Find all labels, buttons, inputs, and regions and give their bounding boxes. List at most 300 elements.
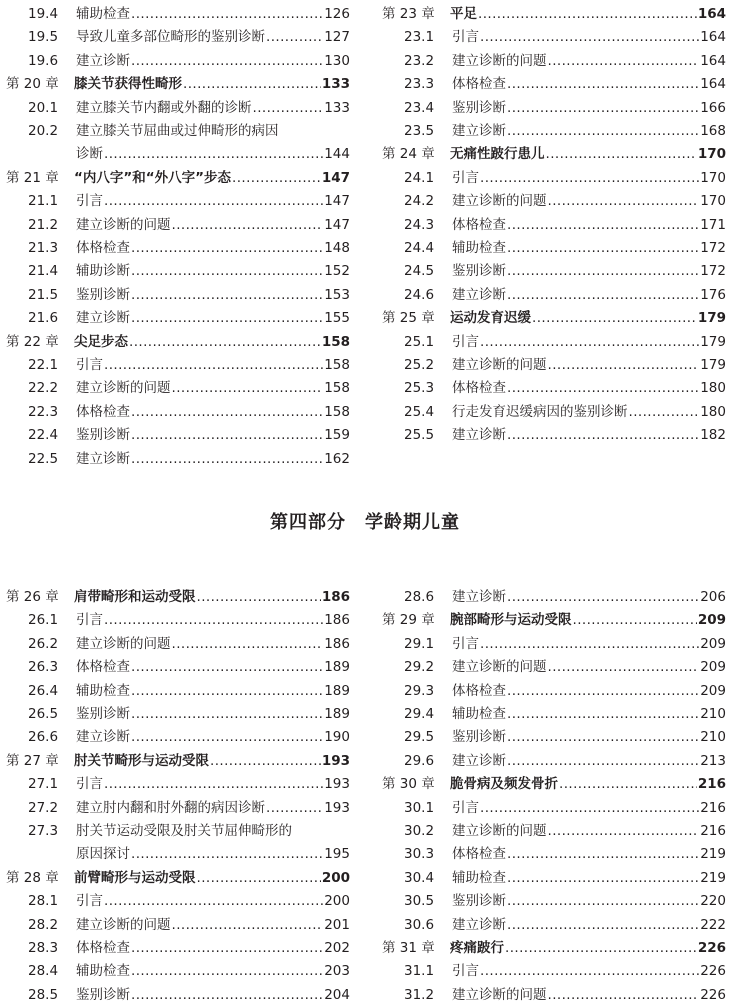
page-number: 147 bbox=[324, 193, 350, 210]
page-number: 189 bbox=[324, 659, 350, 676]
section-title: 行走发育迟缓病因的鉴别诊断 bbox=[452, 403, 628, 420]
dot-leader bbox=[548, 986, 700, 1004]
toc-section-entry[interactable] bbox=[6, 94, 350, 117]
section-title: 建立诊断 bbox=[76, 729, 130, 746]
section-number: 22.5 bbox=[28, 450, 59, 467]
toc-section-entry[interactable] bbox=[382, 47, 726, 70]
toc-section-entry[interactable] bbox=[382, 583, 726, 606]
toc-section-entry[interactable] bbox=[6, 187, 350, 210]
chapter-title: 疼痛跛行 bbox=[450, 940, 504, 956]
section-title: 引言 bbox=[76, 193, 103, 210]
toc-section-entry[interactable] bbox=[382, 840, 726, 863]
chapter-title: 尖足步态 bbox=[74, 333, 128, 350]
toc-section-entry[interactable] bbox=[6, 374, 350, 397]
section-title: 建立诊断的问题 bbox=[452, 357, 547, 373]
toc-section-entry[interactable] bbox=[6, 398, 350, 421]
chapter-title: 肩带畸形和运动受限 bbox=[74, 589, 196, 605]
toc-section-entry[interactable] bbox=[6, 911, 350, 934]
chapter-number: 第 26 章 bbox=[6, 589, 59, 605]
section-number: 26.4 bbox=[28, 682, 59, 699]
page-number: 126 bbox=[324, 6, 350, 22]
chapter-number: 第 22 章 bbox=[6, 333, 59, 350]
dot-leader bbox=[232, 169, 321, 187]
page-number: 186 bbox=[324, 635, 350, 652]
dot-leader bbox=[131, 705, 323, 723]
section-title: 鉴别诊断 bbox=[76, 986, 130, 1003]
dot-leader bbox=[253, 99, 324, 117]
page-number: 210 bbox=[700, 706, 726, 722]
page-number: 130 bbox=[324, 52, 350, 69]
toc-section-entry-continued bbox=[76, 840, 350, 863]
page-number: 213 bbox=[700, 752, 726, 769]
page-number: 159 bbox=[324, 427, 350, 444]
page-number: 193 bbox=[324, 776, 350, 793]
toc-section-entry[interactable] bbox=[6, 653, 350, 676]
section-title: 辅助检查 bbox=[76, 682, 130, 699]
dot-leader bbox=[131, 52, 323, 70]
section-number: 28.6 bbox=[404, 589, 435, 605]
section-number: 20.1 bbox=[28, 99, 59, 116]
dot-leader bbox=[480, 635, 699, 653]
section-title: 体格检查 bbox=[452, 216, 506, 233]
chapter-title: 无痛性跛行患儿 bbox=[450, 146, 545, 163]
section-title: 建立诊断的问题 bbox=[76, 216, 171, 233]
page-number: 203 bbox=[324, 963, 350, 980]
dot-leader bbox=[104, 192, 323, 210]
toc-section-entry[interactable] bbox=[6, 47, 350, 70]
toc-chapter-entry[interactable] bbox=[6, 164, 350, 187]
toc-section-entry-continued bbox=[76, 140, 350, 163]
page-number: 162 bbox=[324, 450, 350, 467]
toc-section-entry[interactable] bbox=[382, 257, 726, 280]
toc-section-entry[interactable] bbox=[6, 304, 350, 327]
section-title: 建立诊断 bbox=[452, 427, 506, 444]
page-number: 182 bbox=[700, 427, 726, 444]
toc-section-entry[interactable] bbox=[382, 911, 726, 934]
section-number: 27.2 bbox=[28, 799, 59, 816]
toc-section-entry[interactable] bbox=[6, 630, 350, 653]
toc-section-entry[interactable] bbox=[382, 700, 726, 723]
dot-leader bbox=[104, 356, 323, 374]
dot-leader bbox=[197, 869, 321, 887]
section-number: 24.1 bbox=[404, 169, 435, 186]
page-number: 201 bbox=[324, 916, 350, 933]
section-title: 引言 bbox=[76, 893, 103, 910]
section-number: 30.1 bbox=[404, 799, 435, 816]
page-number: 200 bbox=[324, 893, 350, 910]
section-number: 30.5 bbox=[404, 893, 435, 910]
toc-section-entry[interactable] bbox=[382, 630, 726, 653]
section-number: 31.2 bbox=[404, 986, 435, 1003]
dot-leader bbox=[548, 356, 700, 374]
toc-chapter-entry[interactable] bbox=[382, 304, 726, 327]
dot-leader bbox=[507, 682, 699, 700]
page-number: 219 bbox=[700, 869, 726, 886]
page-number: 180 bbox=[700, 380, 726, 397]
section-number: 29.5 bbox=[404, 729, 435, 746]
section-title: 体格检查 bbox=[76, 659, 130, 676]
toc-section-entry[interactable] bbox=[382, 351, 726, 374]
section-title: 引言 bbox=[452, 29, 479, 46]
page-number: 153 bbox=[324, 286, 350, 303]
page-number: 189 bbox=[324, 682, 350, 699]
toc-chapter-entry[interactable] bbox=[382, 140, 726, 163]
dot-leader bbox=[507, 705, 699, 723]
toc-chapter-entry[interactable] bbox=[6, 328, 350, 351]
chapter-title: “内八字”和“外八字”步态 bbox=[74, 169, 231, 186]
section-number: 24.2 bbox=[404, 193, 435, 210]
dot-leader bbox=[172, 916, 324, 934]
section-title: 建立诊断 bbox=[76, 310, 130, 327]
page-number: 204 bbox=[324, 986, 350, 1003]
chapter-number: 第 23 章 bbox=[382, 6, 435, 22]
page-number: 189 bbox=[324, 706, 350, 722]
page-number: 179 bbox=[700, 357, 726, 373]
section-number: 21.1 bbox=[28, 193, 59, 210]
section-title: 建立诊断 bbox=[76, 450, 130, 467]
chapter-title: 运动发育迟缓 bbox=[450, 310, 531, 327]
toc-section-entry[interactable] bbox=[6, 421, 350, 444]
toc-section-entry[interactable] bbox=[6, 23, 350, 46]
section-title: 建立诊断的问题 bbox=[76, 916, 171, 933]
dot-leader bbox=[507, 892, 699, 910]
toc-section-entry[interactable] bbox=[382, 794, 726, 817]
dot-leader bbox=[210, 752, 321, 770]
section-number: 19.5 bbox=[28, 29, 59, 46]
dot-leader bbox=[183, 75, 321, 93]
toc-chapter-entry[interactable] bbox=[6, 583, 350, 606]
section-number: 26.3 bbox=[28, 659, 59, 676]
section-number: 19.4 bbox=[28, 6, 59, 22]
page-number: 158 bbox=[324, 403, 350, 420]
page-number: 148 bbox=[324, 240, 350, 256]
toc-section-entry[interactable] bbox=[6, 981, 350, 1004]
section-title: 辅助诊断 bbox=[76, 263, 130, 280]
dot-leader bbox=[131, 5, 323, 23]
toc-chapter-entry[interactable] bbox=[6, 747, 350, 770]
dot-leader bbox=[507, 728, 699, 746]
section-number: 21.6 bbox=[28, 310, 59, 327]
toc-section-entry[interactable] bbox=[382, 374, 726, 397]
dot-leader bbox=[507, 426, 699, 444]
section-title: 引言 bbox=[76, 612, 103, 629]
section-title: 辅助检查 bbox=[452, 240, 506, 256]
dot-leader bbox=[478, 5, 697, 23]
chapter-title: 腕部畸形与运动受限 bbox=[450, 612, 572, 629]
chapter-title: 肘关节畸形与运动受限 bbox=[74, 752, 209, 769]
section-title: 建立诊断 bbox=[76, 52, 130, 69]
section-number: 24.6 bbox=[404, 286, 435, 303]
page-number: 216 bbox=[700, 823, 726, 839]
toc-section-entry[interactable] bbox=[382, 211, 726, 234]
section-title: 建立膝关节屈曲或过伸畸形的病因 bbox=[76, 123, 279, 139]
toc-section-entry[interactable] bbox=[382, 677, 726, 700]
dot-leader bbox=[131, 845, 323, 863]
page-number: 219 bbox=[700, 846, 726, 863]
section-number: 23.3 bbox=[404, 76, 435, 93]
toc-section-entry[interactable] bbox=[6, 445, 350, 468]
dot-leader bbox=[559, 775, 697, 793]
section-number: 23.1 bbox=[404, 29, 435, 46]
page-number: 144 bbox=[324, 146, 350, 163]
toc-section-entry[interactable] bbox=[6, 700, 350, 723]
dot-leader bbox=[507, 588, 699, 606]
toc-section-entry[interactable] bbox=[382, 187, 726, 210]
chapter-title: 前臂畸形与运动受限 bbox=[74, 869, 196, 886]
toc-chapter-entry[interactable] bbox=[382, 0, 726, 23]
toc-section-entry[interactable] bbox=[6, 794, 350, 817]
page-number: 209 bbox=[697, 612, 726, 629]
section-title: 鉴别诊断 bbox=[452, 263, 506, 280]
section-title: 引言 bbox=[76, 357, 103, 373]
section-number: 22.3 bbox=[28, 403, 59, 420]
page-number: 193 bbox=[324, 799, 350, 816]
toc-section-entry[interactable] bbox=[6, 817, 350, 840]
page-number: 193 bbox=[321, 752, 350, 769]
page-number: 216 bbox=[697, 776, 726, 793]
section-number: 29.4 bbox=[404, 706, 435, 722]
dot-leader bbox=[129, 333, 321, 351]
page-number: 179 bbox=[697, 310, 726, 327]
toc-section-entry[interactable] bbox=[6, 770, 350, 793]
dot-leader bbox=[480, 333, 699, 351]
toc-section-entry[interactable] bbox=[6, 117, 350, 140]
chapter-title: 平足 bbox=[450, 6, 477, 22]
chapter-number: 第 31 章 bbox=[382, 940, 435, 956]
section-number: 21.2 bbox=[28, 216, 59, 233]
chapter-title: 膝关节获得性畸形 bbox=[74, 76, 182, 93]
section-title: 建立诊断 bbox=[452, 589, 506, 605]
section-title: 建立诊断 bbox=[452, 916, 506, 933]
toc-section-entry[interactable] bbox=[6, 351, 350, 374]
continued-line bbox=[76, 845, 350, 863]
dot-leader bbox=[480, 962, 699, 980]
section-title: 辅助检查 bbox=[76, 6, 130, 22]
section-number: 30.6 bbox=[404, 916, 435, 933]
section-title: 建立诊断的问题 bbox=[76, 635, 171, 652]
section-title: 肘关节运动受限及肘关节屈伸畸形的 bbox=[76, 823, 292, 839]
dot-leader bbox=[507, 752, 699, 770]
dot-leader bbox=[104, 145, 323, 163]
toc-section-entry[interactable] bbox=[6, 234, 350, 257]
dot-leader bbox=[131, 239, 323, 257]
section-title: 建立诊断的问题 bbox=[452, 986, 547, 1003]
toc-section-entry[interactable] bbox=[382, 164, 726, 187]
chapter-title: 脆骨病及频发骨折 bbox=[450, 776, 558, 793]
chapter-number: 第 29 章 bbox=[382, 612, 435, 629]
section-title: 鉴别诊断 bbox=[76, 427, 130, 444]
section-title: 鉴别诊断 bbox=[76, 706, 130, 722]
toc-section-entry[interactable] bbox=[6, 934, 350, 957]
dot-leader bbox=[480, 28, 699, 46]
dot-leader bbox=[131, 403, 323, 421]
section-title: 辅助检查 bbox=[452, 869, 506, 886]
toc-section-entry[interactable] bbox=[382, 957, 726, 980]
dot-leader bbox=[573, 611, 697, 629]
page-number: 158 bbox=[324, 380, 350, 397]
section-title: 引言 bbox=[76, 776, 103, 793]
section-number: 26.2 bbox=[28, 635, 59, 652]
page-number: 226 bbox=[700, 963, 726, 980]
page-number: 209 bbox=[700, 682, 726, 699]
page-number: 226 bbox=[697, 940, 726, 956]
dot-leader bbox=[548, 192, 700, 210]
dot-leader bbox=[266, 799, 323, 817]
dot-leader bbox=[548, 658, 700, 676]
page-number: 158 bbox=[324, 357, 350, 373]
section-title: 体格检查 bbox=[452, 846, 506, 863]
dot-leader bbox=[507, 869, 699, 887]
section-number: 28.1 bbox=[28, 893, 59, 910]
section-number: 29.2 bbox=[404, 659, 435, 676]
section-number: 30.2 bbox=[404, 823, 435, 839]
toc-section-entry[interactable] bbox=[6, 677, 350, 700]
page-number: 206 bbox=[700, 589, 726, 605]
toc-chapter-entry[interactable] bbox=[382, 770, 726, 793]
section-title: 辅助检查 bbox=[452, 706, 506, 722]
section-title: 建立诊断 bbox=[452, 752, 506, 769]
toc-section-entry[interactable] bbox=[382, 94, 726, 117]
section-number: 28.4 bbox=[28, 963, 59, 980]
dot-leader bbox=[507, 99, 699, 117]
section-title: 体格检查 bbox=[76, 240, 130, 256]
toc-section-entry[interactable] bbox=[6, 0, 350, 23]
toc-section-entry[interactable] bbox=[382, 23, 726, 46]
section-title: 建立诊断 bbox=[452, 123, 506, 139]
dot-leader bbox=[104, 775, 323, 793]
section-number: 24.3 bbox=[404, 216, 435, 233]
page-number: 164 bbox=[700, 52, 726, 69]
dot-leader bbox=[131, 682, 323, 700]
dot-leader bbox=[131, 262, 323, 280]
page-number: 186 bbox=[321, 589, 350, 605]
dot-leader bbox=[131, 962, 323, 980]
page-number: 222 bbox=[700, 916, 726, 933]
dot-leader bbox=[505, 939, 697, 957]
page-number: 166 bbox=[700, 99, 726, 116]
toc-chapter-entry[interactable] bbox=[382, 606, 726, 629]
section-number: 23.5 bbox=[404, 123, 435, 139]
toc-section-entry[interactable] bbox=[382, 723, 726, 746]
page-number: 168 bbox=[700, 123, 726, 139]
section-number: 28.2 bbox=[28, 916, 59, 933]
section-title: 鉴别诊断 bbox=[452, 729, 506, 746]
toc-section-entry[interactable] bbox=[382, 887, 726, 910]
toc-section-entry[interactable] bbox=[382, 398, 726, 421]
dot-leader bbox=[507, 75, 699, 93]
toc-section-entry[interactable] bbox=[6, 211, 350, 234]
dot-leader bbox=[266, 28, 323, 46]
dot-leader bbox=[131, 309, 323, 327]
section-title: 体格检查 bbox=[452, 380, 506, 397]
toc-section-entry[interactable] bbox=[382, 117, 726, 140]
dot-leader bbox=[131, 658, 323, 676]
page-number: 152 bbox=[324, 263, 350, 280]
page-number: 133 bbox=[324, 99, 350, 116]
section-number: 30.3 bbox=[404, 846, 435, 863]
toc-section-entry[interactable] bbox=[382, 234, 726, 257]
dot-leader bbox=[131, 450, 323, 468]
dot-leader bbox=[197, 588, 321, 606]
toc-section-entry[interactable] bbox=[382, 70, 726, 93]
dot-leader bbox=[629, 403, 700, 421]
toc-section-entry[interactable] bbox=[6, 257, 350, 280]
section-number: 23.2 bbox=[404, 52, 435, 69]
page-number: 170 bbox=[700, 169, 726, 186]
section-number: 21.5 bbox=[28, 286, 59, 303]
section-number: 25.3 bbox=[404, 380, 435, 397]
section-title: 建立诊断的问题 bbox=[452, 659, 547, 676]
dot-leader bbox=[172, 635, 324, 653]
section-number: 25.5 bbox=[404, 427, 435, 444]
toc-section-entry[interactable] bbox=[6, 957, 350, 980]
dot-leader bbox=[532, 309, 697, 327]
toc-chapter-entry[interactable] bbox=[6, 70, 350, 93]
section-number: 31.1 bbox=[404, 963, 435, 980]
section-number: 22.1 bbox=[28, 357, 59, 373]
toc-section-entry[interactable] bbox=[382, 328, 726, 351]
dot-leader bbox=[507, 845, 699, 863]
section-number: 29.1 bbox=[404, 635, 435, 652]
section-number: 26.5 bbox=[28, 706, 59, 722]
section-title: 体格检查 bbox=[452, 76, 506, 93]
dot-leader bbox=[507, 262, 699, 280]
toc-section-entry[interactable] bbox=[382, 747, 726, 770]
continued-line bbox=[76, 145, 350, 163]
toc-section-entry[interactable] bbox=[6, 723, 350, 746]
toc-chapter-entry[interactable] bbox=[382, 934, 726, 957]
page-number: 170 bbox=[697, 146, 726, 163]
section-number: 24.5 bbox=[404, 263, 435, 280]
section-title: 引言 bbox=[452, 169, 479, 186]
toc-section-entry[interactable] bbox=[382, 817, 726, 840]
section-title: 体格检查 bbox=[76, 403, 130, 420]
section-title: 建立诊断的问题 bbox=[76, 380, 171, 397]
page-number: 164 bbox=[700, 29, 726, 46]
toc-section-entry[interactable] bbox=[382, 981, 726, 1004]
toc-section-entry[interactable] bbox=[382, 653, 726, 676]
section-number: 25.1 bbox=[404, 333, 435, 350]
toc-chapter-entry[interactable] bbox=[6, 864, 350, 887]
dot-leader bbox=[131, 286, 323, 304]
page-number: 202 bbox=[324, 940, 350, 956]
section-number: 23.4 bbox=[404, 99, 435, 116]
dot-leader bbox=[507, 216, 699, 234]
dot-leader bbox=[507, 286, 699, 304]
part-heading: 第四部分 学龄期儿童 bbox=[270, 512, 460, 533]
page-number: 209 bbox=[700, 659, 726, 676]
page-number: 147 bbox=[321, 169, 350, 186]
section-title: 引言 bbox=[452, 799, 479, 816]
toc-section-entry[interactable] bbox=[6, 606, 350, 629]
page-number: 210 bbox=[700, 729, 726, 746]
toc-section-entry[interactable] bbox=[382, 281, 726, 304]
page-number: 164 bbox=[697, 6, 726, 22]
toc-section-entry[interactable] bbox=[382, 421, 726, 444]
section-title: 建立膝关节内翻或外翻的诊断 bbox=[76, 99, 252, 116]
dot-leader bbox=[507, 379, 699, 397]
toc-section-entry[interactable] bbox=[6, 281, 350, 304]
page-number: 127 bbox=[324, 29, 350, 46]
section-title: 导致儿童多部位畸形的鉴别诊断 bbox=[76, 29, 265, 46]
page-number: 180 bbox=[700, 403, 726, 420]
section-number: 19.6 bbox=[28, 52, 59, 69]
dot-leader bbox=[131, 728, 323, 746]
toc-section-entry[interactable] bbox=[382, 864, 726, 887]
dot-leader bbox=[104, 611, 323, 629]
section-number: 26.6 bbox=[28, 729, 59, 746]
toc-section-entry[interactable] bbox=[6, 887, 350, 910]
